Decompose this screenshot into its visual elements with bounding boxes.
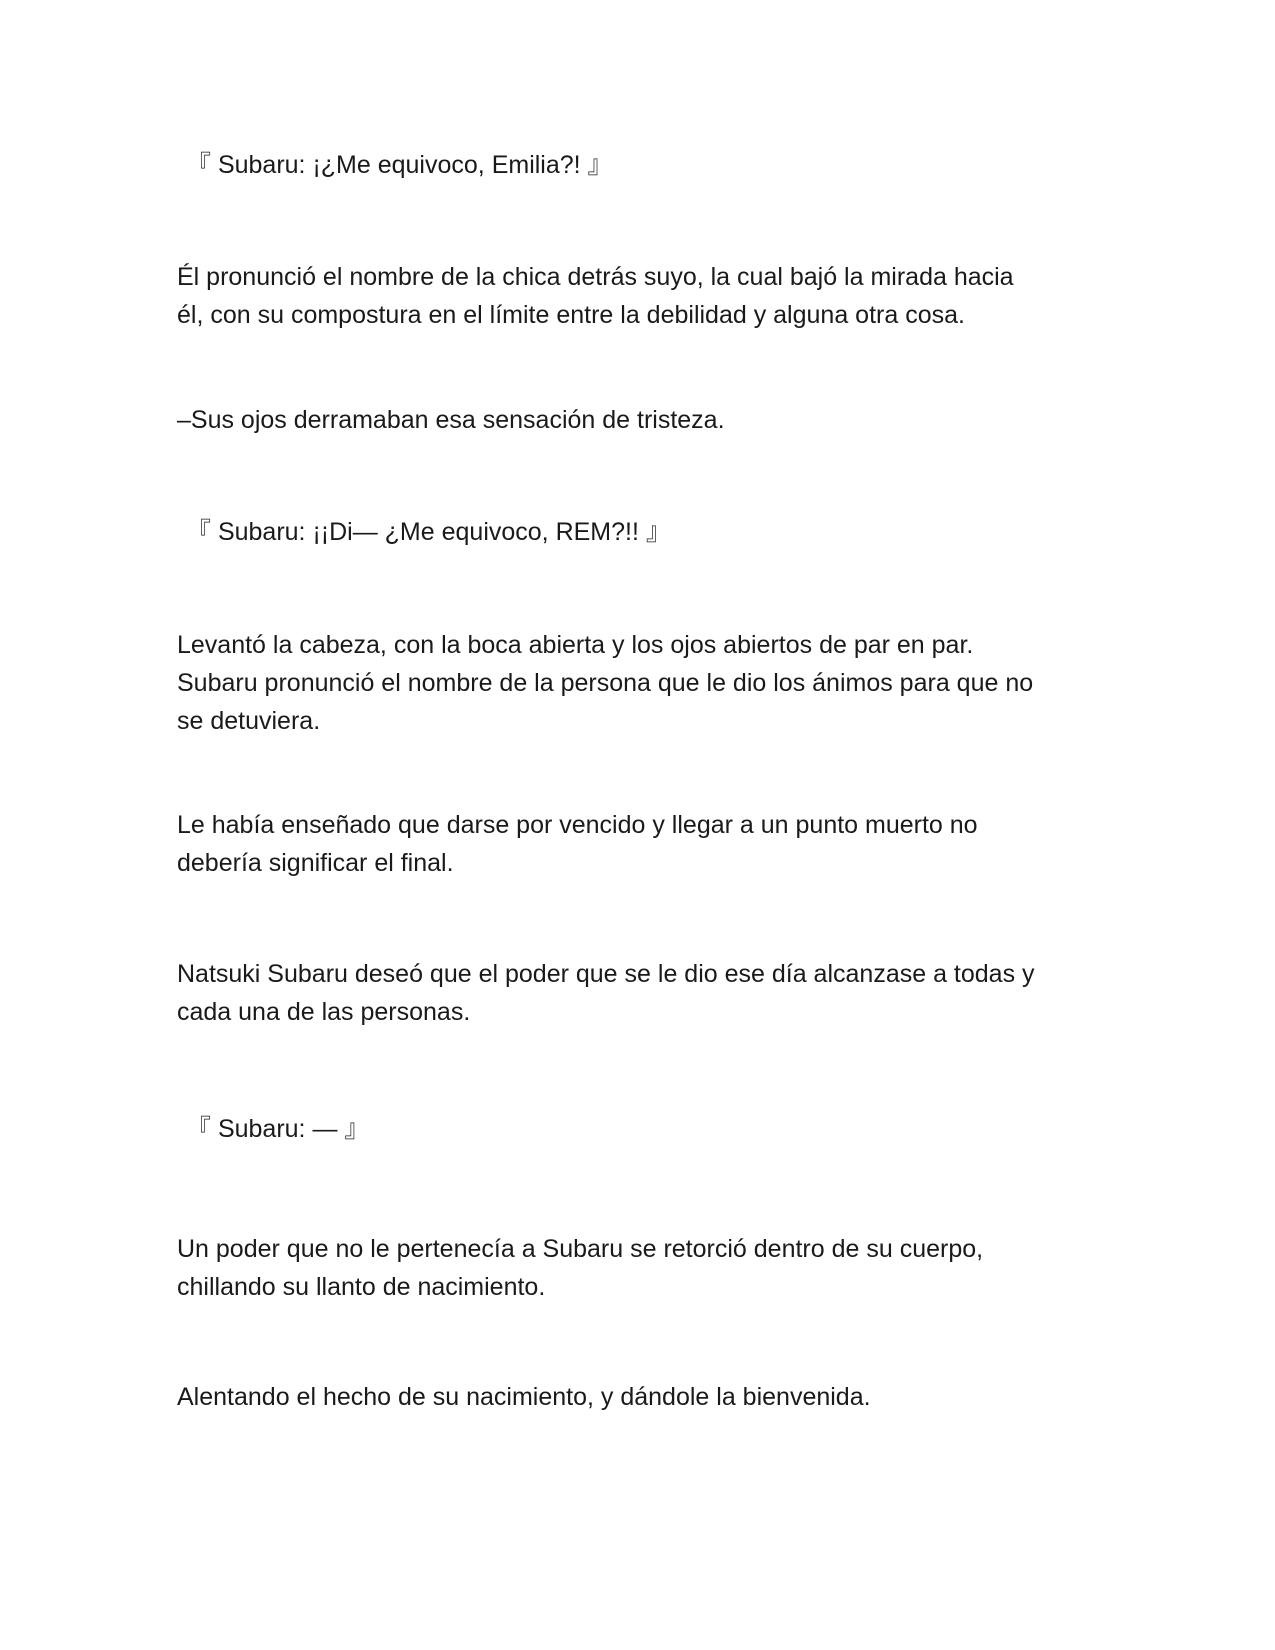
text-line: chillando su llanto de nacimiento. [177, 1273, 546, 1301]
text-line: cada una de las personas. [177, 998, 471, 1026]
paragraph-taught [177, 806, 1097, 882]
text-line: Levantó la cabeza, con la boca abierta y los ojos abiertos de par en par. [177, 631, 974, 659]
text-line: Le había enseñado que darse por vencido y llegar a un punto muerto no [177, 811, 978, 839]
dialogue-line-emilia [186, 146, 1106, 184]
text-line: debería significar el final. [177, 849, 454, 877]
dialogue-line-silence [186, 1110, 1106, 1148]
text-line: Subaru pronunció el nombre de la persona que le dio los ánimos para que no [177, 669, 1034, 697]
paragraph-sadness [177, 401, 1097, 439]
text-line: él, con su compostura en el límite entre la debilidad y alguna otra cosa. [177, 301, 965, 329]
paragraph-power [177, 1230, 1097, 1306]
text-line: se detuviera. [177, 707, 321, 735]
paragraph-wish [177, 955, 1097, 1031]
text-line: Natsuki Subaru deseó que el poder que se le dio ese día alcanzase a todas y [177, 960, 1035, 988]
text-line: 『 Subaru: ¡¿Me equivoco, Emilia?! 』 [186, 151, 613, 179]
text-line: 『 Subaru: — 』 [186, 1115, 370, 1143]
paragraph-name-pronounced [177, 258, 1097, 334]
paragraph-raised-head [177, 626, 1097, 740]
text-line: 『 Subaru: ¡¡Di— ¿Me equivoco, REM?!! 』 [186, 518, 671, 546]
text-line: Él pronunció el nombre de la chica detrás suyo, la cual bajó la mirada hacia [177, 263, 1014, 291]
text-line: Un poder que no le pertenecía a Subaru se retorció dentro de su cuerpo, [177, 1235, 984, 1263]
text-line: –Sus ojos derramaban esa sensación de tristeza. [177, 406, 725, 434]
paragraph-welcome [177, 1378, 1097, 1416]
text-line: Alentando el hecho de su nacimiento, y dándole la bienvenida. [177, 1383, 871, 1411]
dialogue-line-rem [186, 513, 1106, 551]
